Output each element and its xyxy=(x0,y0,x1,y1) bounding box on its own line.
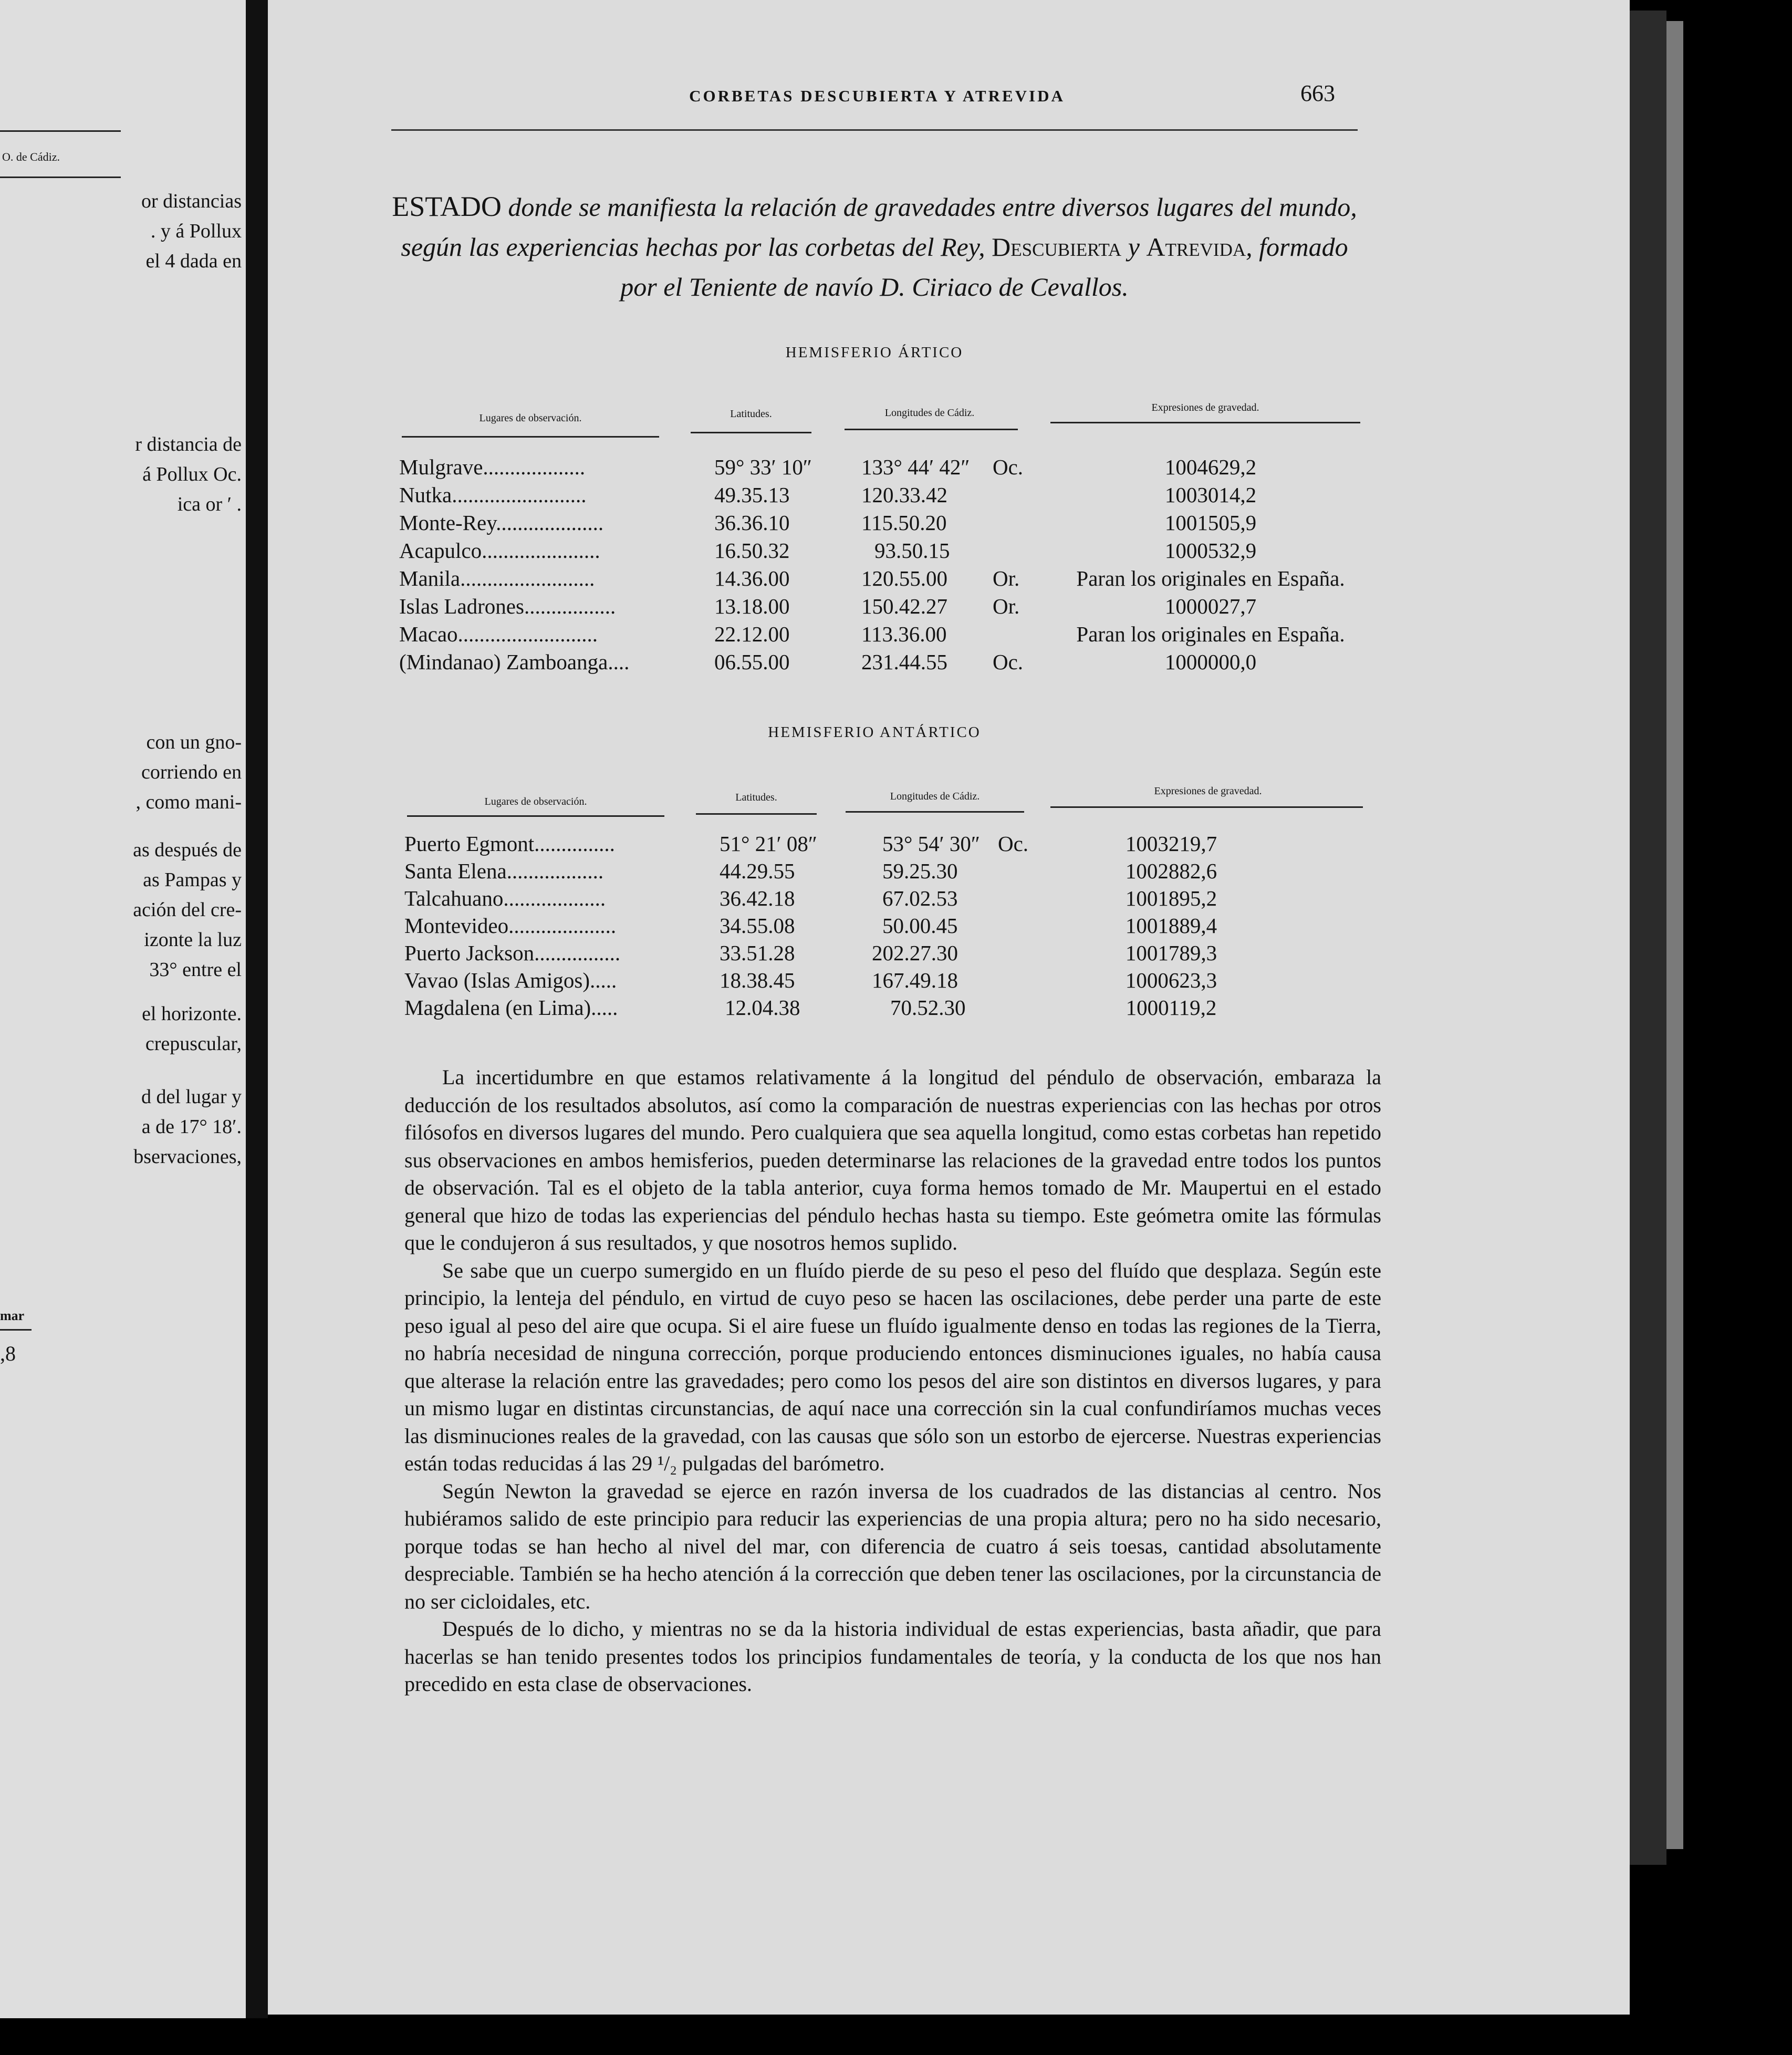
paragraph: La incertidumbre en que estamos relativamente á la longitud del péndulo de observación, embaraza la deducción de los resultados absolutos, así como la comparación de nuestras experiencias con las hechas por otros filósofos en diversos lugares del mundo. Pero cualquiera que sea aquella longitud, como estas corbetas han repetido sus observaciones en ambos hemisferios, pueden determinarse las relaciones de la gravedad entre todos los puntos de observación. Tal es el objeto de la tabla anterior, cuya forma hemos tomado de Mr. Maupertui en el estado general que hizo de todas las experiencias del péndulo hechas hasta su tiempo. Este geómetra omite las fórmulas que le condujeron á sus resultados, y que nosotros hemos suplido. xyxy=(404,1065,1381,1254)
column-rule xyxy=(1050,422,1360,423)
column-header-gravity: Expresiones de gravedad. xyxy=(1151,402,1259,413)
left-page-footer-word: mar xyxy=(0,1308,25,1323)
direction-cell: Oc. xyxy=(993,650,1024,674)
longitude-cell: 133° 44′ 42″ xyxy=(861,455,970,479)
left-page-text-block xyxy=(0,186,242,276)
longitude-cell: 67.02.53 xyxy=(882,886,958,910)
latitude-cell: 06.55.00 xyxy=(714,650,790,674)
longitude-cell: 113.36.00 xyxy=(861,622,947,646)
longitude-cell: 93.50.15 xyxy=(874,538,950,563)
paragraph: Después de lo dicho, y mientras no se da la historia individual de estas experiencias, basta añadir, que para hacerlas se han tenido presentes todos los principios fundamentales de teoría, y la conducta de los que nos han precedido en esta clase de observaciones. xyxy=(404,1617,1381,1696)
left-page-column-head: O. de Cádiz. xyxy=(2,150,60,163)
left-page-text-block xyxy=(0,835,242,985)
left-page-fragment xyxy=(0,0,246,2018)
latitude-cell: 14.36.00 xyxy=(714,566,790,590)
latitude-cell: 36.42.18 xyxy=(720,886,795,910)
column-header-latitude: Latitudes. xyxy=(735,792,777,803)
text-line: r distancia de xyxy=(135,433,242,455)
page-edge xyxy=(1666,21,1683,1849)
gravity-cell: 1000000,0 xyxy=(1164,650,1257,674)
longitude-cell: 115.50.20 xyxy=(861,511,947,535)
gravity-cell: 1001789,3 xyxy=(1125,941,1217,965)
direction-cell: Or. xyxy=(993,566,1020,590)
book-gutter xyxy=(246,0,268,2018)
table-title xyxy=(391,186,1358,307)
column-rule xyxy=(845,429,1018,430)
left-page-text-block xyxy=(0,430,242,520)
text-line: ación del cre- xyxy=(133,899,242,921)
left-page-rule xyxy=(0,177,121,178)
place-cell: Manila......................... xyxy=(399,566,595,590)
text-line: , como mani- xyxy=(136,791,242,813)
longitude-cell: 59.25.30 xyxy=(882,859,958,883)
gravity-cell: 1003014,2 xyxy=(1164,483,1257,507)
paragraph: Se sabe que un cuerpo sumergido en un fluído pierde de su peso el peso del fluído que desplaza. Según este principio, la lenteja del péndulo, en virtud de cuyo peso se hacen las oscilaciones, debe perder una parte de este peso igual al peso del aire que ocupa. Si el aire fuese un fluído igualmente denso en todas las regiones de la Tierra, no habría necesidad de ninguna corrección, porque produciendo entonces disminuciones iguales, no había causa que alterase la relación entre las gravedades; pero como los pesos del aire son distintos en diversos lugares, y para un mismo lugar en distintas circunstancias, de aquí nace una corrección sin la cual confundiríamos muchas veces las disminuciones reales de la gravedad, con las causas que sólo son un estorbo de ejercerse. Nuestras experiencias están todas reducidas á las 29 ¹/₂ pulgadas del barómetro. xyxy=(404,1258,1381,1475)
ship-name-2: Atrevida xyxy=(1146,232,1246,262)
direction-cell: Oc. xyxy=(993,455,1024,479)
ship-name-1: Descubierta xyxy=(992,232,1122,262)
longitude-cell: 231.44.55 xyxy=(861,650,947,674)
column-header-gravity: Expresiones de gravedad. xyxy=(1154,785,1262,797)
antarctic-section-title: HEMISFERIO ANTÁRTICO xyxy=(768,724,981,741)
column-rule xyxy=(691,432,811,433)
text-line: or distancias xyxy=(141,190,242,212)
column-rule xyxy=(846,811,1024,813)
text-line: ica or ′ . xyxy=(177,493,242,515)
gravity-cell: 1000532,9 xyxy=(1164,538,1257,563)
gravity-cell: 1000623,3 xyxy=(1125,968,1217,992)
place-cell: Montevideo.................... xyxy=(404,914,617,938)
direction-cell: Oc. xyxy=(998,832,1029,856)
latitude-cell: 59° 33′ 10″ xyxy=(714,455,812,479)
latitude-cell: 44.29.55 xyxy=(720,859,795,883)
longitude-cell: 120.33.42 xyxy=(861,483,947,507)
header-rule xyxy=(391,129,1358,131)
longitude-cell: 202.27.30 xyxy=(872,941,958,965)
longitude-cell: 70.52.30 xyxy=(890,995,966,1020)
page-edge-shadow xyxy=(1630,11,1666,1865)
paragraph: Según Newton la gravedad se ejerce en razón inversa de los cuadrados de las distancias al centro. Nos hubiéramos salido de este principio para reducir las experiencias de una propia altura; pero no ha sido necesario, porque todas se han hecho al nivel del mar, con diferencia de cuatro á seis toesas, cantidad absolutamente despreciable. También se ha hecho atención á la corrección que deben tener las oscilaciones, por la circunstancia de no ser cicloidales, etc. xyxy=(404,1479,1381,1613)
column-header-longitude: Longitudes de Cádiz. xyxy=(884,407,975,419)
gravity-cell: 1002882,6 xyxy=(1125,859,1217,883)
gravity-cell: 1004629,2 xyxy=(1164,455,1257,479)
column-header-place: Lugares de observación. xyxy=(479,412,582,424)
latitude-cell: 51° 21′ 08″ xyxy=(720,832,817,856)
gravity-cell: 1001889,4 xyxy=(1125,914,1217,938)
left-page-text-block xyxy=(0,999,242,1059)
left-page-text-block xyxy=(0,1082,242,1172)
longitude-cell: 150.42.27 xyxy=(861,594,947,618)
text-line: as Pampas y xyxy=(143,869,242,891)
left-page-footer-number: ,8 xyxy=(0,1342,16,1365)
latitude-cell: 12.04.38 xyxy=(725,995,800,1020)
left-page-footer-rule xyxy=(0,1329,32,1331)
column-rule xyxy=(407,815,664,817)
gravity-cell: 1003219,7 xyxy=(1125,832,1217,856)
latitude-cell: 22.12.00 xyxy=(714,622,790,646)
column-header-latitude: Latitudes. xyxy=(730,408,772,420)
text-line: el horizonte. xyxy=(142,1003,242,1025)
running-head: CORBETAS DESCUBIERTA Y ATREVIDA xyxy=(689,87,1065,105)
latitude-cell: 13.18.00 xyxy=(714,594,790,618)
column-rule xyxy=(402,436,659,438)
latitude-cell: 34.55.08 xyxy=(720,914,795,938)
text-line: con un gno- xyxy=(146,731,242,753)
gravity-cell: Paran los originales en España. xyxy=(1076,566,1345,590)
place-cell: Santa Elena.................. xyxy=(404,859,604,883)
direction-cell: Or. xyxy=(993,594,1020,618)
title-part2: , formado por el Teniente de navío D. Ciriaco de Cevallos. xyxy=(620,232,1348,302)
longitude-cell: 50.00.45 xyxy=(882,914,958,938)
title-conjunction: y xyxy=(1128,232,1140,262)
place-cell: Macao.......................... xyxy=(399,622,598,646)
gravity-cell: 1001895,2 xyxy=(1125,886,1217,910)
text-line: crepuscular, xyxy=(145,1033,242,1055)
body-text xyxy=(404,1064,1381,1698)
gravity-cell: 1001505,9 xyxy=(1164,511,1257,535)
column-header-place: Lugares de observación. xyxy=(484,796,587,807)
place-cell: Mulgrave................... xyxy=(399,455,586,479)
place-cell: Acapulco...................... xyxy=(399,538,600,563)
title-lead: ESTADO xyxy=(392,191,502,222)
longitude-cell: 120.55.00 xyxy=(861,566,947,590)
text-line: á Pollux Oc. xyxy=(142,463,242,485)
latitude-cell: 33.51.28 xyxy=(720,941,795,965)
column-rule xyxy=(1050,806,1363,808)
place-cell: Vavao (Islas Amigos)..... xyxy=(404,968,617,992)
place-cell: (Mindanao) Zamboanga.... xyxy=(399,650,630,674)
place-cell: Puerto Jackson................ xyxy=(404,941,621,965)
latitude-cell: 36.36.10 xyxy=(714,511,790,535)
latitude-cell: 49.35.13 xyxy=(714,483,790,507)
gravity-cell: 1000027,7 xyxy=(1164,594,1257,618)
place-cell: Magdalena (en Lima)..... xyxy=(404,995,618,1020)
left-page-text-block xyxy=(0,728,242,817)
gravity-cell: 1000119,2 xyxy=(1126,995,1217,1020)
latitude-cell: 18.38.45 xyxy=(720,968,795,992)
place-cell: Monte-Rey.................... xyxy=(399,511,604,535)
place-cell: Talcahuano................... xyxy=(404,886,606,910)
title-part1: donde se manifiesta la relación de gravedades entre diversos lugares del mundo, según las experiencias hechas por las corbetas del Rey, xyxy=(401,192,1357,262)
column-header-longitude: Longitudes de Cádiz. xyxy=(890,791,980,802)
text-line: bservaciones, xyxy=(133,1146,242,1168)
text-line: . y á Pollux xyxy=(150,220,242,242)
text-line: izonte la luz xyxy=(144,929,242,951)
arctic-section-title: HEMISFERIO ÁRTICO xyxy=(785,344,964,361)
text-line: as después de xyxy=(133,839,242,861)
place-cell: Puerto Egmont............... xyxy=(404,832,615,856)
latitude-cell: 16.50.32 xyxy=(714,538,790,563)
text-line: el 4 dada en xyxy=(145,250,242,272)
place-cell: Nutka......................... xyxy=(399,483,587,507)
text-line: 33° entre el xyxy=(149,959,242,981)
text-line: d del lugar y xyxy=(141,1086,242,1108)
longitude-cell: 167.49.18 xyxy=(872,968,958,992)
text-line: a de 17° 18′. xyxy=(141,1116,242,1138)
place-cell: Islas Ladrones................. xyxy=(399,594,616,618)
left-page-rule xyxy=(0,130,121,132)
longitude-cell: 53° 54′ 30″ xyxy=(882,832,980,856)
column-rule xyxy=(696,813,817,815)
text-line: corriendo en xyxy=(141,761,242,783)
page-number: 663 xyxy=(1300,80,1335,106)
gravity-cell: Paran los originales en España. xyxy=(1076,622,1345,646)
